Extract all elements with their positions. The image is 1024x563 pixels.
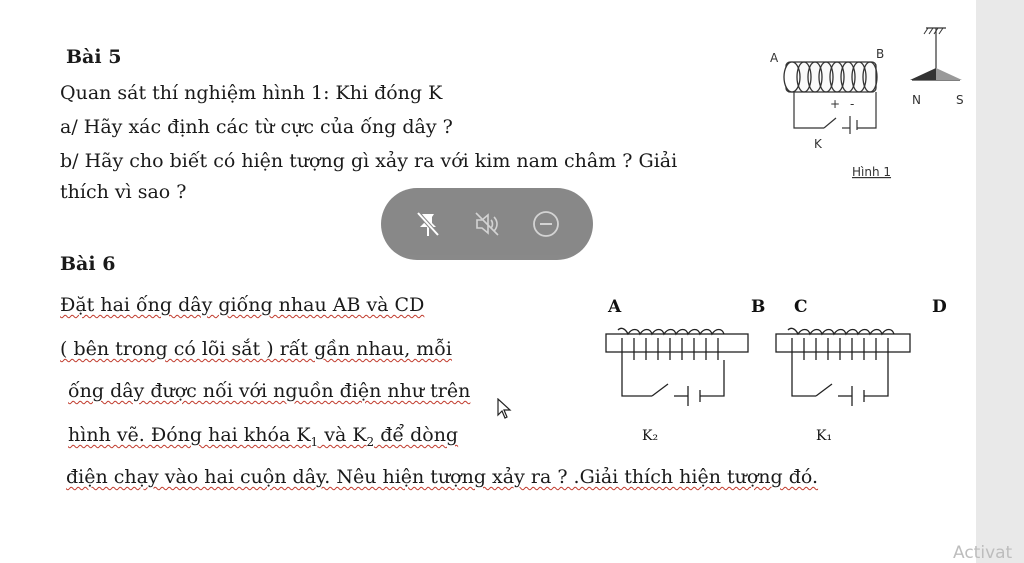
figure-2: [596, 292, 956, 452]
fig1-label-b: B: [876, 47, 885, 61]
fig1-label-s: S: [956, 93, 964, 107]
fig1-compass-needle: [910, 28, 962, 80]
fig1-caption: Hình 1: [852, 165, 892, 179]
bai6-line4-mid: và K: [318, 424, 367, 446]
right-gutter: [976, 0, 1024, 563]
fig1-minus: -: [850, 97, 855, 111]
fig2-coil-ab: [606, 328, 748, 360]
fig1-coil: [784, 62, 877, 92]
bai5-line1: Quan sát thí nghiệm hình 1: Khi đóng K: [60, 82, 443, 104]
bai6-line1: Đặt hai ống dây giống nhau AB và CD: [60, 294, 425, 316]
bai6-line4: [68, 424, 458, 449]
fig1-label-n: N: [912, 93, 921, 107]
bai5-line3: b/ Hãy cho biết có hiện tượng gì xảy ra với kim nam châm ? Giải: [60, 150, 678, 172]
fig2-label-k2: K₂: [642, 428, 659, 444]
unpin-button[interactable]: [410, 206, 446, 242]
fig2-coil-cd: [776, 328, 910, 360]
mouse-cursor-icon: [497, 398, 513, 420]
fig2-label-c: C: [794, 297, 808, 317]
minimize-icon: [531, 209, 561, 239]
figure-1: [760, 18, 976, 183]
video-overlay-controls: [381, 188, 593, 260]
bai5-line4: thích vì sao ?: [60, 181, 187, 203]
fig2-label-b: B: [751, 297, 766, 317]
fig2-label-k1: K₁: [816, 428, 833, 444]
mute-icon: [472, 209, 502, 239]
minimize-button[interactable]: [528, 206, 564, 242]
bai5-line2: a/ Hãy xác định các từ cực của ống dây ?: [60, 116, 453, 138]
fig1-label-a: A: [770, 51, 779, 65]
bai5-title: Bài 5: [66, 46, 122, 68]
bai6-line2: ( bên trong có lõi sắt ) rất gần nhau, mỗi: [60, 338, 453, 360]
bai6-title: Bài 6: [60, 253, 116, 275]
activation-watermark: Activat: [953, 543, 1013, 563]
mute-button[interactable]: [469, 206, 505, 242]
bai6-line5: điện chạy vào hai cuộn dây. Nêu hiện tượng xảy ra ? .Giải thích hiện tượng đó.: [66, 466, 819, 488]
fig2-circuit-cd: [792, 360, 888, 406]
bai6-line3: ống dây được nối với nguồn điện như trên: [68, 380, 471, 402]
fig2-circuit-ab: [622, 360, 724, 406]
fig1-plus: +: [830, 97, 841, 111]
fig2-label-d: D: [932, 297, 947, 317]
bai6-line4-suffix: để dòng: [374, 424, 459, 446]
bai6-k1-sub: 1: [310, 434, 319, 449]
unpin-icon: [413, 209, 443, 239]
fig1-label-k: K: [814, 137, 822, 151]
bai6-k2-sub: 2: [366, 434, 375, 449]
fig2-label-a: A: [608, 297, 622, 317]
bai6-line4-prefix: hình vẽ. Đóng hai khóa K: [68, 424, 311, 446]
